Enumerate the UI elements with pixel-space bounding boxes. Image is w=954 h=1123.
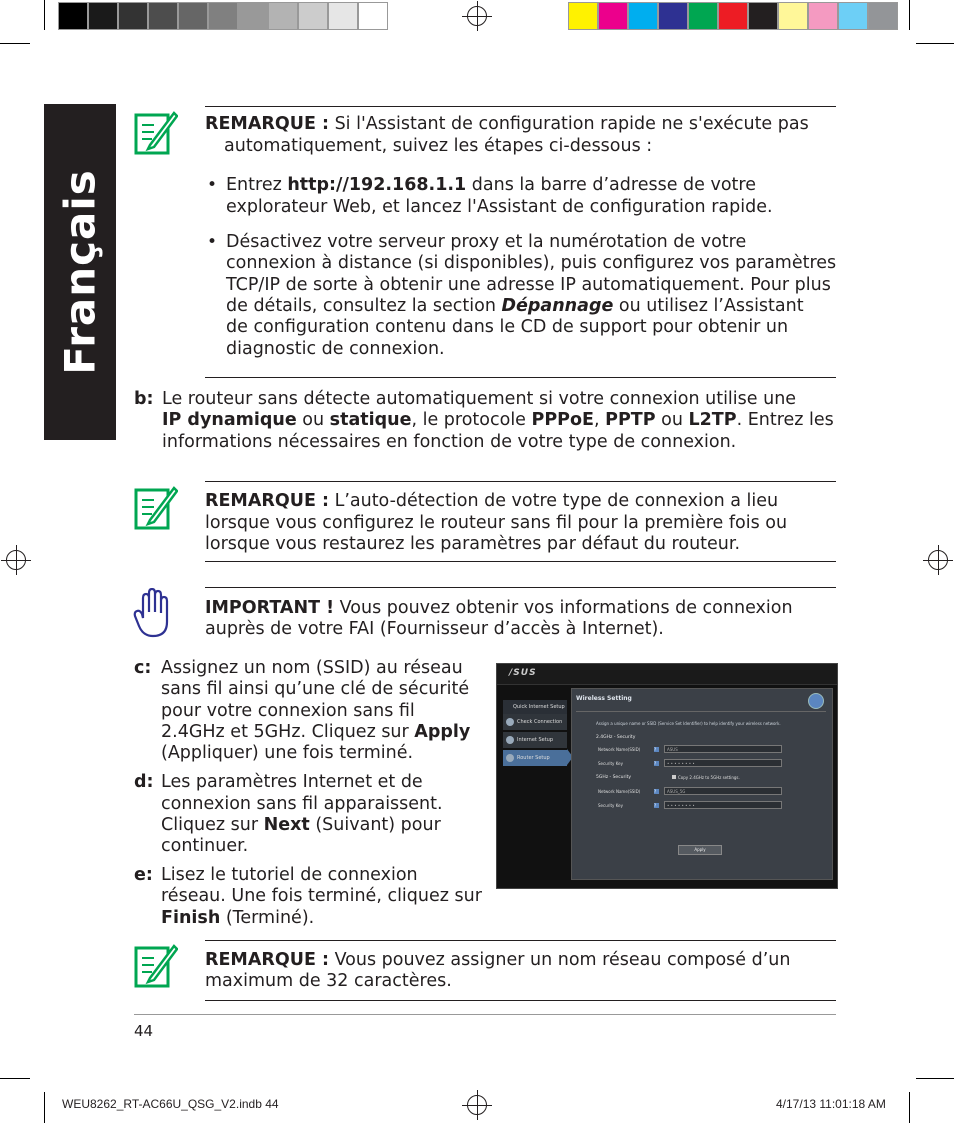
step-d-line1: Les paramètres Internet et de (161, 772, 423, 792)
gray-swatch (58, 2, 88, 30)
crop-mark (44, 0, 45, 30)
registration-mark (467, 1095, 487, 1115)
gray-swatch (238, 2, 268, 30)
language-side-tab (44, 104, 116, 440)
static-ip: statique (329, 410, 412, 430)
key5-input[interactable]: • • • • • • • • (664, 801, 782, 809)
key24-label: Security Key (598, 761, 623, 766)
crop-mark (916, 1078, 954, 1079)
color-swatch (568, 2, 598, 30)
note-pencil-icon (134, 484, 178, 532)
bullet-dot: • (207, 175, 218, 195)
note3-title: REMARQUE : (205, 950, 329, 970)
help-icon[interactable]: ? (654, 789, 659, 794)
note1-title: REMARQUE : (205, 114, 329, 134)
note3-line1 (205, 950, 790, 972)
color-swatch (658, 2, 688, 30)
menu-label: Check Connection (517, 719, 563, 725)
home-icon[interactable] (808, 693, 824, 709)
bullet-dot: • (207, 232, 218, 252)
step-b-label: b: (134, 389, 154, 409)
router-topbar (497, 664, 837, 685)
color-swatch (838, 2, 868, 30)
step-d-label: d: (134, 772, 154, 792)
l2tp: L2TP (688, 410, 737, 430)
note2-text: L’auto-détection de votre type de connexion a lieu (329, 491, 779, 511)
print-file-name: WEU8262_RT-AC66U_QSG_V2.indb 44 (62, 1097, 279, 1111)
divider (205, 481, 836, 482)
gray-swatch (118, 2, 148, 30)
step-c-line2: sans fil ainsi qu’une clé de sécurité (161, 679, 470, 699)
note1-text: Si l'Assistant de configuration rapide ne s'exécute pas (329, 114, 809, 134)
page-number: 44 (134, 1022, 154, 1040)
note1-line2: automatiquement, suivez les étapes ci-dessous : (224, 136, 653, 156)
divider (576, 711, 826, 712)
pppoe: PPPoE (531, 410, 594, 430)
bullet2-line4-pre: de détails, consultez la section (226, 296, 502, 316)
bullet2-line4 (226, 296, 804, 318)
print-timestamp: 4/17/13 11:01:18 AM (776, 1097, 886, 1111)
registration-mark (6, 550, 26, 570)
step-e-label: e: (134, 865, 153, 885)
bullet2-line5: de configuration contenu dans le CD de support pour obtenir un (226, 317, 789, 337)
ssid5-input[interactable]: ASUS_5G (664, 787, 782, 795)
color-swatch (688, 2, 718, 30)
note3-text: Vous pouvez assigner un nom réseau composé d’un (329, 950, 791, 970)
language-label: Français (55, 169, 105, 375)
important-line2: auprès de votre FAI (Fournisseur d’accès à Internet). (205, 619, 664, 639)
copy-settings-label: Copy 2.4GHz to 5GHz settings. (678, 775, 740, 780)
menu-label: Router Setup (517, 755, 550, 761)
key24-input[interactable]: • • • • • • • • (664, 759, 782, 767)
band5-heading: 5GHz - Security (596, 775, 632, 780)
note-pencil-icon (134, 942, 178, 990)
text: ou (296, 410, 330, 430)
help-icon[interactable]: ? (654, 747, 659, 752)
ssid5-label: Network Name(SSID) (598, 789, 641, 794)
text: (Terminé). (220, 908, 315, 928)
gray-swatch (208, 2, 238, 30)
step-c-line4 (161, 722, 470, 744)
step-c-line3: pour votre connexion sans fil (161, 701, 415, 721)
divider (205, 1000, 836, 1001)
text: Cliquez sur (161, 815, 264, 835)
crop-mark (44, 1092, 45, 1123)
router-url: http://192.168.1.1 (287, 175, 467, 195)
step-b-line1: Le routeur sans détecte automatiquement si votre connexion utilise une (162, 389, 797, 409)
color-swatch (778, 2, 808, 30)
color-swatch (868, 2, 898, 30)
crop-mark (0, 1078, 30, 1079)
note2-line3: lorsque vous restaurez les paramètres par défaut du routeur. (205, 534, 741, 554)
apply-ref: Apply (414, 722, 471, 742)
step-e-line2: réseau. Une fois terminé, cliquez sur (161, 886, 482, 906)
step-e-line1: Lisez le tutoriel de connexion (161, 865, 418, 885)
crop-mark (909, 0, 910, 30)
note2-line2: lorsque vous configurez le routeur sans fil pour la première fois ou (205, 513, 788, 533)
step-d-line3 (161, 815, 441, 837)
bullet1-pre: Entrez (226, 175, 288, 195)
gray-swatch (148, 2, 178, 30)
note2-line1 (205, 491, 778, 513)
divider (205, 377, 836, 378)
text: , (593, 410, 606, 430)
color-swatch (598, 2, 628, 30)
wireless-setting-panel (571, 688, 833, 880)
registration-mark (928, 550, 948, 570)
pptp: PPTP (605, 410, 656, 430)
divider (205, 940, 836, 941)
ssid24-label: Network Name(SSID) (598, 747, 641, 752)
menu-internet-setup[interactable] (503, 732, 567, 748)
band24-heading: 2.4GHz - Security (596, 735, 636, 740)
dynamic-ip: IP dynamique (162, 410, 297, 430)
divider (205, 561, 836, 562)
quick-setup-header: Quick Internet Setup (503, 700, 567, 714)
troubleshooting-ref: Dépannage (501, 296, 614, 316)
important-line1 (205, 598, 793, 620)
menu-router-setup[interactable] (503, 750, 567, 766)
bullet2-line1: Désactivez votre serveur proxy et la numérotation de votre (226, 232, 747, 252)
step-icon (506, 736, 514, 744)
bullet2-line4-post: ou utilisez l’Assistant (613, 296, 804, 316)
step-c-line5: (Appliquer) une fois terminé. (161, 743, 414, 763)
hand-stop-icon (133, 588, 173, 640)
apply-button[interactable]: Apply (678, 845, 722, 855)
bullet1-line2: explorateur Web, et lancez l'Assistant de configuration rapide. (226, 197, 773, 217)
divider (205, 106, 836, 107)
router-setup-screenshot (496, 663, 838, 889)
menu-check-connection[interactable] (503, 714, 567, 730)
color-swatch (808, 2, 838, 30)
note1-line1 (205, 114, 809, 136)
crop-mark (909, 1092, 910, 1123)
ssid24-input[interactable]: ASUS (664, 745, 782, 753)
note-pencil-icon (134, 109, 178, 157)
step-c-label: c: (134, 658, 152, 678)
step-e-line3 (161, 908, 314, 930)
note2-title: REMARQUE : (205, 491, 329, 511)
important-title: IMPORTANT ! (205, 598, 335, 618)
text: 2.4GHz et 5GHz. Cliquez sur (161, 722, 415, 742)
divider (205, 587, 836, 588)
step-icon (506, 718, 514, 726)
key5-label: Security Key (598, 803, 623, 808)
menu-label: Internet Setup (517, 737, 553, 743)
color-swatch (628, 2, 658, 30)
text: ou (655, 410, 689, 430)
step-icon (506, 754, 514, 762)
checkbox-icon (672, 775, 676, 779)
copy-settings-checkbox[interactable] (672, 775, 740, 780)
bullet2-line6: diagnostic de connexion. (226, 339, 445, 359)
page-footer-rule (134, 1014, 836, 1015)
gray-swatch (88, 2, 118, 30)
step-b-line2 (162, 410, 834, 432)
gray-swatch (178, 2, 208, 30)
crop-mark (0, 43, 30, 44)
help-icon[interactable]: ? (654, 761, 659, 766)
gray-swatch (268, 2, 298, 30)
step-c-line1: Assignez un nom (SSID) au réseau (161, 658, 463, 678)
gray-swatch (298, 2, 328, 30)
bullet2-line3: TCP/IP de sorte à obtenir une adresse IP automatiquement. Pour plus (226, 275, 831, 295)
step-d-line2: connexion sans fil apparaissent. (161, 794, 443, 814)
bullet1-post: dans la barre d’adresse de votre (466, 175, 756, 195)
panel-description: Assign a unique name or SSID (Service Set Identifier) to help identify your wireless network. (596, 721, 781, 726)
gray-swatch (328, 2, 358, 30)
registration-mark (467, 6, 487, 26)
text: (Suivant) pour (309, 815, 441, 835)
help-icon[interactable]: ? (654, 803, 659, 808)
text: , le protocole (411, 410, 532, 430)
bullet1-line1 (226, 175, 756, 197)
color-swatch (718, 2, 748, 30)
asus-logo: /SUS (509, 668, 537, 678)
text: . Entrez les (736, 410, 834, 430)
crop-mark (916, 43, 954, 44)
step-b-line3: informations nécessaires en fonction de votre type de connexion. (162, 432, 737, 452)
gray-swatch (358, 2, 388, 30)
next-ref: Next (263, 815, 310, 835)
step-d-line4: continuer. (161, 836, 249, 856)
finish-ref: Finish (161, 908, 221, 928)
color-swatch (748, 2, 778, 30)
bullet2-line2: connexion à distance (si disponibles), puis configurez vos paramètres (226, 253, 837, 273)
panel-title: Wireless Setting (576, 695, 632, 702)
note3-line2: maximum de 32 caractères. (205, 971, 452, 991)
important-text: Vous pouvez obtenir vos informations de connexion (334, 598, 793, 618)
